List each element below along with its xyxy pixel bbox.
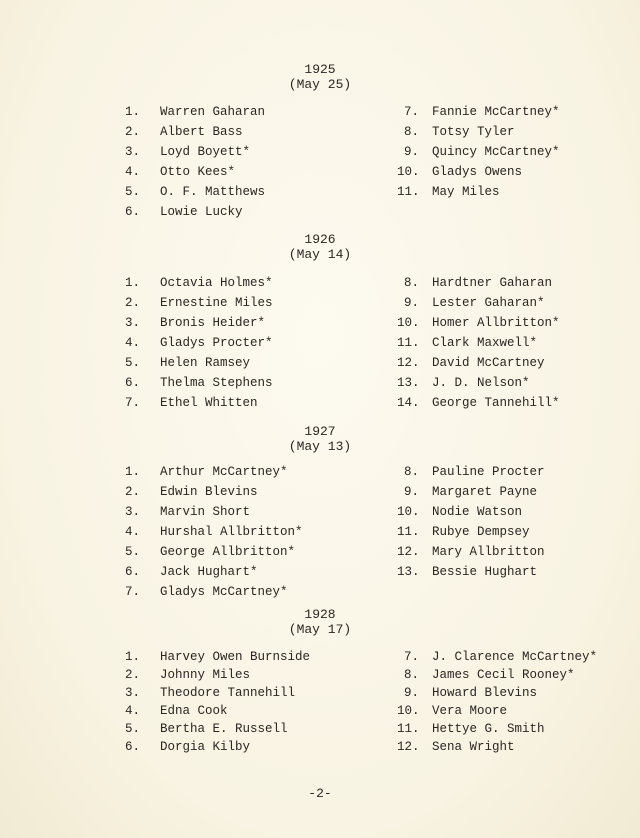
- list-item: [110, 666, 310, 684]
- item-number: 7.: [124, 396, 140, 410]
- item-number: 10.: [397, 165, 420, 179]
- section-year: 1925: [304, 62, 336, 77]
- list-item: [110, 482, 303, 502]
- section-header-1928: [0, 607, 640, 637]
- list-item: [397, 502, 545, 522]
- item-number: 5.: [124, 722, 140, 736]
- item-name: Ernestine Miles: [160, 296, 273, 310]
- list-item: [110, 182, 265, 202]
- list-item: [110, 462, 303, 482]
- item-name: James Cecil Rooney*: [432, 668, 575, 682]
- list-item: [110, 582, 303, 602]
- list-item: [397, 393, 560, 413]
- list-item: [110, 684, 310, 702]
- list-item: [110, 293, 273, 313]
- list-item: [110, 102, 265, 122]
- item-name: Thelma Stephens: [160, 376, 273, 390]
- item-number: 4.: [124, 165, 140, 179]
- left-column-1927: [110, 462, 303, 602]
- list-item: [397, 102, 560, 122]
- item-name: Howard Blevins: [432, 686, 538, 700]
- item-number: 9.: [403, 296, 419, 310]
- item-name: Sena Wright: [432, 740, 515, 754]
- item-number: 7.: [403, 105, 419, 119]
- item-name: Albert Bass: [160, 125, 243, 139]
- item-number: 2.: [124, 668, 140, 682]
- item-number: 3.: [124, 505, 140, 519]
- item-number: 3.: [124, 316, 140, 330]
- item-name: Jack Hughart*: [160, 565, 258, 579]
- item-number: 6.: [124, 565, 140, 579]
- section-date: (May 13): [288, 439, 352, 454]
- section-header-1926: [0, 232, 640, 262]
- item-name: O. F. Matthews: [160, 185, 266, 199]
- list-item: [110, 202, 265, 222]
- page-number: -2-: [308, 786, 332, 801]
- item-number: 5.: [124, 185, 140, 199]
- list-item: [397, 273, 560, 293]
- item-number: 1.: [124, 276, 140, 290]
- item-name: Gladys McCartney*: [160, 585, 288, 599]
- right-column-1926: [397, 273, 560, 413]
- item-number: 9.: [403, 145, 419, 159]
- list-item: [397, 648, 597, 666]
- left-column-1925: [110, 102, 265, 222]
- item-name: David McCartney: [432, 356, 545, 370]
- item-name: Homer Allbritton*: [432, 316, 560, 330]
- list-item: [397, 738, 597, 756]
- item-number: 1.: [124, 650, 140, 664]
- item-name: Gladys Procter*: [160, 336, 273, 350]
- item-number: 11.: [397, 722, 420, 736]
- item-name: Otto Kees*: [160, 165, 236, 179]
- item-name: Johnny Miles: [160, 668, 251, 682]
- list-item: [110, 353, 273, 373]
- item-number: 12.: [397, 740, 420, 754]
- item-number: 10.: [397, 316, 420, 330]
- item-number: 4.: [124, 525, 140, 539]
- list-item: [397, 353, 560, 373]
- item-name: Margaret Payne: [432, 485, 538, 499]
- list-item: [110, 648, 310, 666]
- left-column-1926: [110, 273, 273, 413]
- item-name: Edna Cook: [160, 704, 228, 718]
- item-name: Vera Moore: [432, 704, 508, 718]
- item-number: 1.: [124, 105, 140, 119]
- item-number: 4.: [124, 336, 140, 350]
- list-item: [397, 122, 560, 142]
- item-name: Hettye G. Smith: [432, 722, 545, 736]
- item-name: Warren Gaharan: [160, 105, 266, 119]
- item-number: 13.: [397, 565, 420, 579]
- list-item: [110, 502, 303, 522]
- list-item: [397, 684, 597, 702]
- item-name: May Miles: [432, 185, 500, 199]
- item-number: 13.: [397, 376, 420, 390]
- item-number: 5.: [124, 545, 140, 559]
- item-number: 8.: [403, 125, 419, 139]
- list-item: [110, 738, 310, 756]
- section-year: 1927: [304, 424, 336, 439]
- item-number: 10.: [397, 505, 420, 519]
- item-name: Arthur McCartney*: [160, 465, 288, 479]
- item-number: 6.: [124, 205, 140, 219]
- item-name: Theodore Tannehill: [160, 686, 296, 700]
- item-name: Hardtner Gaharan: [432, 276, 553, 290]
- item-number: 12.: [397, 356, 420, 370]
- list-item: [397, 462, 545, 482]
- item-name: Bronis Heider*: [160, 316, 266, 330]
- item-name: Harvey Owen Burnside: [160, 650, 311, 664]
- right-column-1928: [397, 648, 597, 756]
- item-name: George Allbritton*: [160, 545, 296, 559]
- list-item: [397, 333, 560, 353]
- item-name: J. D. Nelson*: [432, 376, 530, 390]
- item-name: Quincy McCartney*: [432, 145, 560, 159]
- item-name: Octavia Holmes*: [160, 276, 273, 290]
- item-name: Loyd Boyett*: [160, 145, 251, 159]
- item-name: J. Clarence McCartney*: [432, 650, 598, 664]
- item-number: 8.: [403, 276, 419, 290]
- section-year: 1926: [304, 232, 336, 247]
- item-name: Fannie McCartney*: [432, 105, 560, 119]
- list-item: [110, 333, 273, 353]
- item-number: 7.: [403, 650, 419, 664]
- section-header-1927: [0, 424, 640, 454]
- item-name: Rubye Dempsey: [432, 525, 530, 539]
- list-item: [110, 313, 273, 333]
- list-item: [397, 373, 560, 393]
- item-number: 5.: [124, 356, 140, 370]
- item-name: George Tannehill*: [432, 396, 560, 410]
- item-number: 4.: [124, 704, 140, 718]
- list-item: [397, 293, 560, 313]
- section-date: (May 14): [288, 247, 352, 262]
- item-name: Mary Allbritton: [432, 545, 545, 559]
- list-item: [110, 522, 303, 542]
- list-item: [110, 393, 273, 413]
- item-name: Marvin Short: [160, 505, 251, 519]
- left-column-1928: [110, 648, 310, 756]
- section-year: 1928: [304, 607, 336, 622]
- item-number: 8.: [403, 668, 419, 682]
- section-header-1925: [0, 62, 640, 92]
- item-number: 7.: [124, 585, 140, 599]
- item-number: 9.: [403, 485, 419, 499]
- section-date: (May 25): [288, 77, 352, 92]
- item-number: 1.: [124, 465, 140, 479]
- item-number: 8.: [403, 465, 419, 479]
- list-item: [397, 542, 545, 562]
- item-number: 3.: [124, 145, 140, 159]
- item-number: 3.: [124, 686, 140, 700]
- list-item: [110, 562, 303, 582]
- item-number: 10.: [397, 704, 420, 718]
- item-name: Pauline Procter: [432, 465, 545, 479]
- item-name: Ethel Whitten: [160, 396, 258, 410]
- list-item: [110, 542, 303, 562]
- item-name: Nodie Watson: [432, 505, 523, 519]
- item-name: Totsy Tyler: [432, 125, 515, 139]
- list-item: [397, 702, 597, 720]
- item-name: Lowie Lucky: [160, 205, 243, 219]
- list-item: [397, 142, 560, 162]
- item-number: 2.: [124, 485, 140, 499]
- list-item: [397, 522, 545, 542]
- list-item: [397, 182, 560, 202]
- item-number: 6.: [124, 376, 140, 390]
- item-name: Bessie Hughart: [432, 565, 538, 579]
- item-name: Gladys Owens: [432, 165, 523, 179]
- list-item: [110, 273, 273, 293]
- list-item: [110, 702, 310, 720]
- list-item: [397, 482, 545, 502]
- item-number: 12.: [397, 545, 420, 559]
- list-item: [110, 720, 310, 738]
- item-number: 11.: [397, 185, 420, 199]
- item-number: 2.: [124, 125, 140, 139]
- list-item: [397, 562, 545, 582]
- list-item: [110, 373, 273, 393]
- list-item: [397, 720, 597, 738]
- item-name: Dorgia Kilby: [160, 740, 251, 754]
- item-name: Hurshal Allbritton*: [160, 525, 303, 539]
- list-item: [110, 162, 265, 182]
- item-number: 6.: [124, 740, 140, 754]
- item-number: 2.: [124, 296, 140, 310]
- item-number: 9.: [403, 686, 419, 700]
- item-name: Clark Maxwell*: [432, 336, 538, 350]
- item-name: Bertha E. Russell: [160, 722, 288, 736]
- item-name: Edwin Blevins: [160, 485, 258, 499]
- item-name: Lester Gaharan*: [432, 296, 545, 310]
- item-name: Helen Ramsey: [160, 356, 251, 370]
- right-column-1925: [397, 102, 560, 202]
- list-item: [110, 142, 265, 162]
- right-column-1927: [397, 462, 545, 582]
- section-date: (May 17): [288, 622, 352, 637]
- list-item: [397, 162, 560, 182]
- list-item: [397, 666, 597, 684]
- list-item: [110, 122, 265, 142]
- list-item: [397, 313, 560, 333]
- item-number: 11.: [397, 336, 420, 350]
- item-number: 11.: [397, 525, 420, 539]
- item-number: 14.: [397, 396, 420, 410]
